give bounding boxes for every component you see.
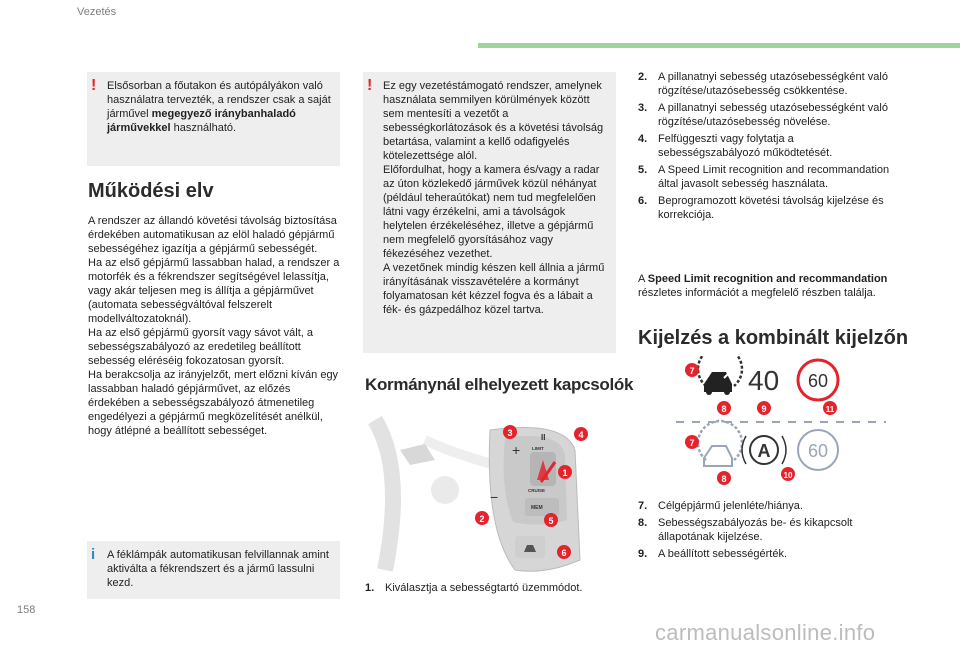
- principle-paragraph: Ha berakcsolja az irányjelzőt, mert előzni kíván egy lassabban haladó gépjárművet, az előzés érdekében a sebességszabályozó átmenetileg engedélyezi a gépjármű megközelítését anélkül, hogy átlépné a beállított sebességet.: [88, 369, 339, 437]
- pause-label: II: [541, 433, 546, 442]
- svg-text:60: 60: [807, 371, 829, 391]
- list-item: [365, 581, 615, 595]
- list-item: [638, 547, 893, 561]
- warning-text-bold: megegyező iránybanhaladó járművekkel: [107, 108, 296, 134]
- warning-icon: !: [367, 77, 373, 94]
- warning-box-usage: [87, 72, 340, 166]
- info-icon: i: [91, 546, 96, 563]
- list-number: 9.: [638, 548, 648, 560]
- list-text: A beállított sebességérték.: [658, 548, 788, 560]
- svg-text:7: 7: [689, 438, 695, 448]
- warning-box-assistance: [363, 72, 616, 353]
- svg-text:2: 2: [479, 514, 485, 524]
- warning-paragraph: A vezetőnek mindig készen kell állnia a jármű irányításának visszavételére a kormányt folyamatosan két kézzel fogva és a lábait a fék- és gázpedálhoz közel tartva.: [383, 262, 605, 316]
- page-number: 158: [17, 604, 36, 616]
- principle-paragraph: Ha az első gépjármű gyorsít vagy sávot vált, a sebességszabályozó az eredetileg beállított sebesség eléréséig fokozatosan gyorsít.: [88, 327, 313, 367]
- list-item: [638, 516, 893, 544]
- figure-marker: [503, 425, 517, 439]
- info-box-brake-lights: [87, 541, 340, 599]
- list-text: A pillanatnyi sebesség utazósebességként való rögzítése/utazósebesség növelése.: [658, 102, 888, 128]
- list-item: [638, 163, 893, 191]
- figure-marker: [558, 465, 572, 479]
- list-number: 4.: [638, 133, 648, 145]
- info-text: A féklámpák automatikusan felvillannak amint aktiválta a fékrendszert és a jármű lassulni kezd.: [107, 549, 329, 589]
- list-number: 5.: [638, 164, 648, 176]
- minus-label: −: [490, 489, 499, 505]
- speedometer-inactive-icon: [698, 421, 742, 466]
- principle-paragraph: A rendszer az állandó követési távolság biztosítása érdekében automatikusan az elöl haladó gépjármű sebességéhez igazítja a gépjármű sebességét.: [88, 215, 337, 255]
- section-title: Vezetés: [77, 6, 117, 18]
- figure-marker: [475, 511, 489, 525]
- speedometer-icon: [698, 356, 742, 395]
- svg-text:8: 8: [721, 404, 727, 414]
- display-marker: [717, 401, 731, 415]
- warning-text-end: használható.: [170, 122, 237, 134]
- display-marker: [757, 401, 771, 415]
- list-text: Célgépjármű jelenléte/hiánya.: [658, 500, 803, 512]
- svg-text:11: 11: [825, 405, 835, 414]
- svg-text:4: 4: [578, 430, 584, 440]
- svg-text:9: 9: [761, 404, 767, 414]
- heading-display: Kijelzés a kombinált kijelzőn: [638, 327, 909, 349]
- svg-text:7: 7: [689, 366, 695, 376]
- limit-label: LIMIT: [532, 446, 544, 451]
- list-number: 7.: [638, 500, 648, 512]
- list-item: [638, 194, 893, 222]
- list-number: 2.: [638, 71, 648, 83]
- steering-controls-list: [365, 581, 615, 598]
- mem-label: MEM: [531, 505, 543, 511]
- list-item: [638, 132, 893, 160]
- list-item: [638, 70, 893, 98]
- set-speed-value: 40: [748, 365, 780, 396]
- principle-body: [88, 214, 343, 438]
- list-text: Kiválasztja a sebességtartó üzemmódot.: [385, 582, 583, 594]
- svg-text:1: 1: [562, 468, 568, 478]
- warning-paragraph: Előfordulhat, hogy a kamera és/vagy a radar az úton közlekedő járművek közül néhányat (például teheraútókat) nem tud megfelelően látni vagy érzékelni, ami a távolságok helytelen érzékeléséhez, illetve a gépjármű nem megfelelő gyorsításához vagy fékezéséhez vezethet.: [383, 164, 600, 260]
- watermark: carmanualsonline.info: [655, 620, 876, 645]
- list-text: Sebességszabályozás be- és kikapcsolt állapotának kijelzése.: [658, 517, 853, 543]
- display-marker: [685, 435, 699, 449]
- svg-text:5: 5: [548, 516, 554, 526]
- note-text-end: részletes információt a megfelelő részben találja.: [638, 287, 876, 299]
- list-item: [638, 101, 893, 129]
- display-marker: [717, 471, 731, 485]
- plus-label: +: [512, 442, 521, 458]
- svg-text:A: A: [757, 441, 771, 461]
- note-text-bold: Speed Limit recognition and recommandation: [647, 273, 888, 285]
- speed-limit-sign: [798, 360, 838, 400]
- principle-paragraph: Ha az első gépjármű lassabban halad, a rendszer a motorfék és a fékrendszer segítségével lelassítja, vagy akár teljesen meg is állítja a gépjárművet (automata sebességváltóval felszerelt modellváltozatoknál).: [88, 257, 340, 325]
- svg-text:60: 60: [807, 441, 829, 461]
- display-marker: [685, 363, 699, 377]
- figure-marker: [557, 545, 571, 559]
- controls-list-continued: [638, 70, 893, 225]
- display-marker: [781, 467, 795, 481]
- warning-paragraph: Ez egy vezetéstámogató rendszer, amelynek használata semmilyen körülmények között sem mentesíti a vezetőt a sebességkorlátozások és a követési távolság betartása, valamint a kellő odafigyelés kötelezettsége alól.: [383, 80, 604, 162]
- list-text: A Speed Limit recognition and recommandation által javasolt sebesség használata.: [658, 164, 890, 190]
- display-marker: [823, 401, 837, 415]
- figure-marker: [574, 427, 588, 441]
- note-text: A: [638, 273, 648, 285]
- speed-limit-sign-inactive: [798, 430, 838, 470]
- section-accent-bar: [478, 43, 960, 48]
- steering-switch-figure: [365, 410, 610, 580]
- svg-text:8: 8: [721, 474, 727, 484]
- list-number: 1.: [365, 582, 375, 594]
- speed-limit-note: [638, 272, 893, 300]
- svg-text:6: 6: [561, 548, 567, 558]
- heading-principle: Működési elv: [88, 180, 214, 202]
- warning-text: Elsősorban a főutakon és autópályákon való használatra tervezték, a rendszer csak a saját járművel: [107, 80, 331, 120]
- list-text: Felfüggeszti vagy folytatja a sebességszabályozó működtetését.: [658, 133, 833, 159]
- svg-text:10: 10: [783, 471, 793, 480]
- list-number: 6.: [638, 195, 648, 207]
- list-item: [638, 499, 893, 513]
- display-legend-list: [638, 499, 893, 564]
- list-text: Beprogramozott követési távolság kijelzése és korrekciója.: [658, 195, 884, 221]
- svg-text:3: 3: [507, 428, 513, 438]
- display-figure: [676, 356, 896, 496]
- adaptive-a-icon: [742, 436, 786, 464]
- warning-icon: !: [91, 77, 97, 94]
- list-number: 8.: [638, 517, 648, 529]
- list-text: A pillanatnyi sebesség utazósebességként való rögzítése/utazósebesség csökkentése.: [658, 71, 888, 97]
- cruise-label: CRUISE: [528, 488, 546, 493]
- list-number: 3.: [638, 102, 648, 114]
- figure-marker: [544, 513, 558, 527]
- heading-steering-controls: Kormánynál elhelyezett kapcsolók: [365, 375, 634, 394]
